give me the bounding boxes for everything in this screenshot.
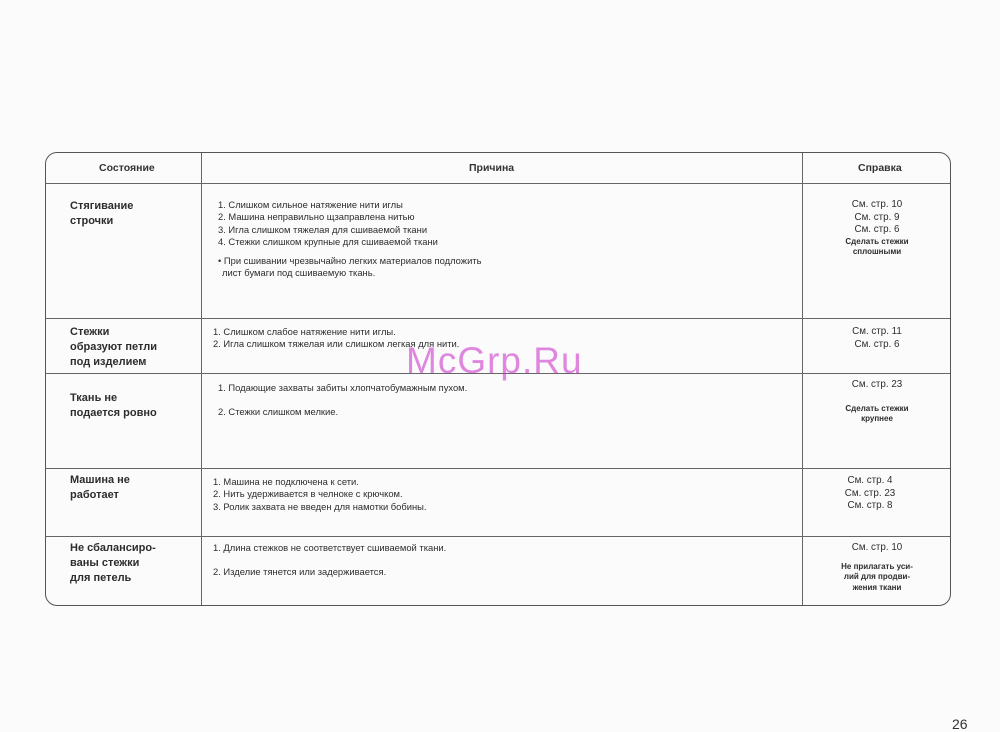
watermark: McGrp.Ru: [406, 340, 583, 381]
row-causes: 1. Слишком сильное натяжение нити иглы 2. Машина неправильно щзаправлена нитью 3. Игла слишком тяжелая для сшиваемой ткани 4. Стежки слишком крупные для сшиваемой ткани • При сшивании чрезвычайно легких материалов подложить лист бумаги под сшиваемую ткань.: [218, 199, 482, 279]
row-causes: 1. Слишком слабое натяжение нити иглы. 2. Игла слишком тяжелая или слишком легкая для нити.: [213, 326, 460, 350]
row-divider: [46, 468, 950, 469]
row-references: См. стр. 10 См. стр. 9 См. стр. 6 Сделать стежки сплошными: [845, 199, 909, 256]
row-divider: [46, 318, 950, 319]
row-references: См. стр. 10 Не прилагать уси- лий для продви- жения ткани: [841, 542, 913, 592]
header-reference: Справка: [858, 162, 902, 174]
row-condition: Стежки образуют петли под изделием: [70, 326, 157, 368]
row-references: См. стр. 11 См. стр. 6: [852, 326, 902, 350]
row-condition: Ткань не подается ровно: [70, 392, 157, 419]
row-causes: 1. Подающие захваты забиты хлопчатобумажным пухом. 2. Стежки слишком мелкие.: [218, 382, 468, 418]
row-causes: 1. Машина не подключена к сети. 2. Нить удерживается в челноке с крючком. 3. Ролик захвата не введен для намотки бобины.: [213, 476, 427, 512]
page-number: 26: [952, 716, 968, 732]
row-condition: Машина не работает: [70, 474, 130, 501]
row-condition: Не сбалансиро- ваны стежки для петель: [70, 542, 156, 584]
row-references: См. стр. 4 См. стр. 23 См. стр. 8: [844, 475, 896, 511]
header-divider: [46, 183, 950, 184]
row-references: См. стр. 23 Сделать стежки крупнее: [845, 379, 909, 423]
header-cause: Причина: [469, 162, 515, 174]
row-causes: 1. Длина стежков не соответствует сшиваемой ткани. 2. Изделие тянется или задерживается.: [213, 542, 447, 578]
header-condition: Состояние: [99, 162, 155, 174]
column-divider: [201, 153, 202, 605]
row-condition: Стягивание строчки: [70, 200, 134, 227]
row-divider: [46, 536, 950, 537]
